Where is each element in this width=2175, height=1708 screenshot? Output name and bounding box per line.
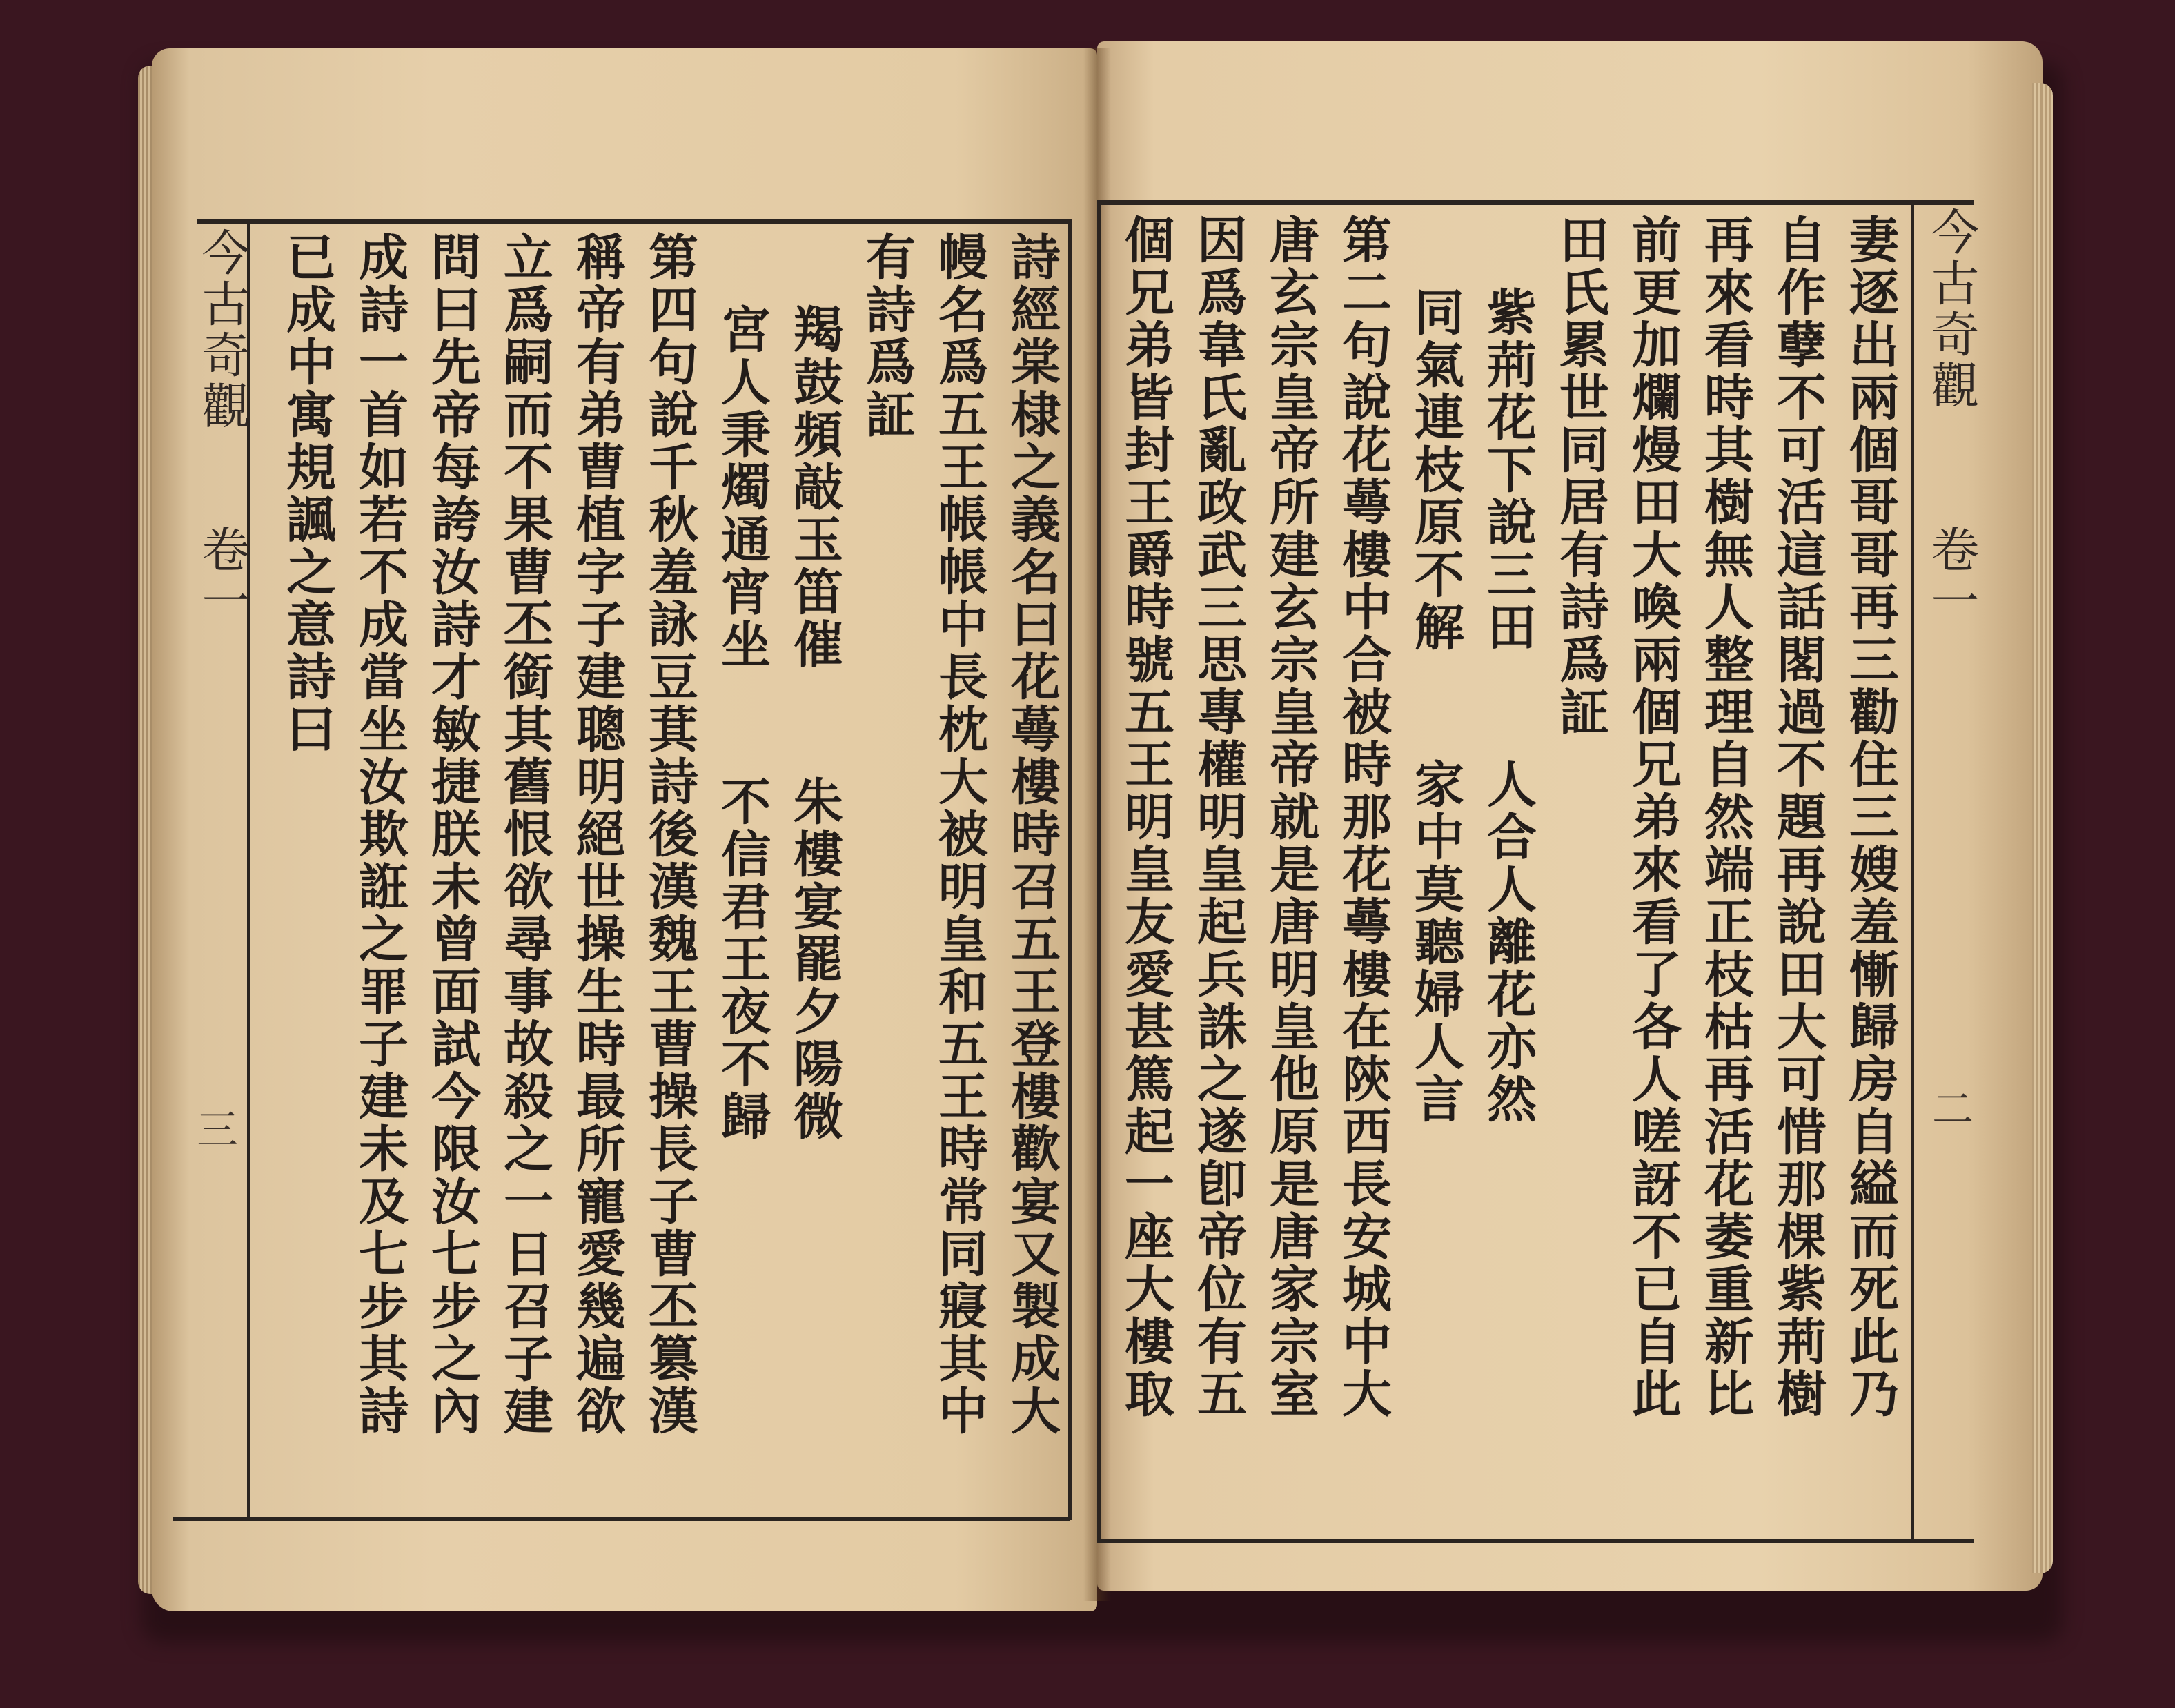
left-folio-number: 三 [197, 1106, 238, 1155]
right-verse-line-2: 同氣連枝原不解 家中莫聽婦人言 [1406, 286, 1465, 1126]
left-banner-title: 今古奇觀 [194, 228, 250, 432]
left-column-2: 幔名爲五王帳帳中長枕大被明皇和五王時常同寢其中 [930, 231, 989, 1437]
right-column-10: 因爲韋氏亂政武三思專權明皇起兵誅之遂卽帝位有五 [1189, 214, 1248, 1420]
left-column-8: 立爲嗣而不果曹丕銜其舊恨欲尋事故殺之一日召子建 [495, 231, 554, 1437]
right-folio-number: 二 [1932, 1086, 1974, 1134]
left-column-1: 詩經棠棣之義名曰花蕚樓時召五王登樓歡宴又製成大 [1003, 231, 1061, 1437]
right-column-8: 第二句說花蕚樓中合被時那花蕚樓在陝西長安城中大 [1334, 214, 1392, 1420]
right-top-border [1097, 200, 1974, 205]
right-banner-volume: 卷一 [1923, 524, 1980, 627]
right-bottom-border [1097, 1539, 1974, 1543]
left-top-border [197, 219, 1072, 224]
right-column-1: 妻逐出兩個哥哥再三勸住三嫂羞慚歸房自縊而死此乃 [1841, 214, 1900, 1420]
left-column-10: 成詩一首如若不成當坐汝欺誑之罪子建未及七步其詩 [351, 231, 409, 1437]
left-verse-line-2: 宮人秉燭通宵坐 不信君王夜不歸 [713, 304, 771, 1143]
right-column-9: 唐玄宗皇帝所建玄宗皇帝就是唐明皇他原是唐家宗室 [1261, 214, 1320, 1420]
right-page-stack-edge [2032, 83, 2053, 1573]
left-banner-volume: 卷一 [194, 524, 250, 627]
right-column-11: 個兄弟皆封王爵時號五王明皇友愛甚篤起一座大樓取 [1116, 214, 1175, 1420]
right-column-3: 再來看時其樹無人整理自然端正枝枯再活花萎重新比 [1696, 214, 1755, 1420]
right-column-4: 前更加爛熳田大喚兩個兄弟來看了各人嗟訝不已自此 [1624, 214, 1682, 1420]
left-column-3: 有詩爲証 [858, 231, 916, 441]
left-column-9: 問曰先帝每誇汝詩才敏捷朕未曾面試今限汝七步之內 [423, 231, 482, 1437]
right-banner-rule [1911, 200, 1914, 1539]
left-column-6: 第四句說千秋羞詠豆萁詩後漢魏王曹操長子曹丕篡漢 [640, 231, 699, 1437]
left-column-7: 稱帝有弟曹植字子建聰明絕世操生時最所寵愛幾遍欲 [568, 231, 627, 1437]
right-verse-line-1: 紫荊花下說三田 人合人離花亦然 [1479, 286, 1537, 1126]
right-banner-title: 今古奇觀 [1923, 207, 1980, 411]
left-inner-border [1068, 219, 1072, 1520]
left-column-11: 已成中寓規諷之意詩曰 [278, 231, 337, 756]
left-bottom-border [173, 1517, 1070, 1521]
right-inner-border [1097, 200, 1101, 1542]
right-column-2: 自作孽不可活這話閣過不題再說田大可惜那棵紫荊樹 [1769, 214, 1827, 1420]
left-verse-line-1: 羯鼓頻敲玉笛催 朱樓宴罷夕陽微 [785, 304, 844, 1143]
right-column-5: 田氏累世同居有詩爲証 [1551, 214, 1610, 738]
